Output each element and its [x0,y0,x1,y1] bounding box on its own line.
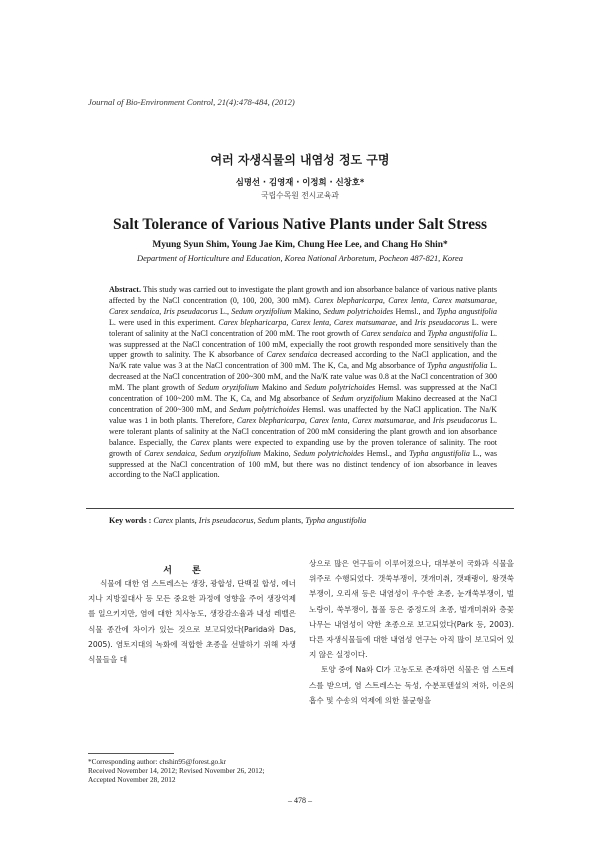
text-segment: Typha angustifolia [427,328,488,338]
section-heading-introduction: 서론 [163,566,221,576]
text-segment: Carex blepharicarpa, Carex lenta, Carex matsumarae, Carex sendaica, Iris pseudacorus [109,295,497,316]
text-segment: Sedum polytrichoides [323,306,394,316]
abstract-label: Abstract. [109,285,141,294]
text-segment: L., [217,306,232,316]
english-title: Salt Tolerance of Various Native Plants under Salt Stress [112,216,488,233]
text-segment: Makino decreased at the NaCl concentration of 200~300 mM, and [109,394,498,414]
text-segment: Carex [151,516,174,525]
text-segment: Sedum oryzifolium [332,394,394,404]
text-segment: L. decreased at the NaCl concentration of 200~300 mM, and the Na/K rate value was 0.8 at the NaCl concentration of 300 mM. The plant growth of [109,361,497,393]
accepted-date: Accepted November 28, 2012 [88,775,176,784]
text-segment: Hemsl. was unaffected by the NaCl application. The Na/K value was 1 in both plants. Therefore, [109,404,497,425]
body-column-left [88,576,296,667]
text-segment: Hemsl., and [393,306,437,316]
intro-paragraph-2: 토양 중에 Na와 Cl가 고농도로 존재하면 식물은 염 스트레스를 받으며, 염 스트레스는 독성, 수분포텐셜의 저하, 이온의 흡수 및 수송의 억제에 의한 불균형을 [309,665,514,705]
text-segment: Iris pseudacorus [432,415,488,425]
text-segment: plants, [173,516,199,525]
text-segment: Carex [190,437,210,447]
text-segment: , and [414,415,433,425]
abstract-divider [86,508,514,509]
abstract-body [109,285,497,479]
keywords-list [151,516,366,525]
text-segment: Iris pseudacorus, Sedum [198,516,280,525]
text-segment: Carex sendaica, Sedum oryzifolium [144,448,261,458]
text-segment: Sedum oryzifolium [231,306,292,316]
page-number: – 478 – [288,796,312,805]
text-segment: Sedum polytrichoides [229,404,300,414]
abstract [109,285,497,481]
text-segment: Sedum polytrichoides [304,383,376,393]
korean-authors: 심명선 · 김영재 · 이정희 · 신창호* [235,177,365,187]
text-segment: L. were tolerant plants of salinity at the NaCl concentration of 200 mM considering the plant growth and ion absorbance balance. Especially, the [109,415,497,447]
english-affiliation: Department of Horticulture and Education, Korea National Arboretum, Pocheon 487-821, Korea [137,254,463,263]
text-segment: plants, [279,516,306,525]
footnote [88,757,298,784]
text-segment: Typha angustifolia [427,361,488,371]
korean-title: 여러 자생식물의 내염성 정도 구명 [210,153,390,167]
text-segment: Carex blepharicarpa, Carex lenta, Carex matsumarae [236,415,415,425]
intro-paragraph-1: 식물에 대한 염 스트레스는 생장, 광합성, 단백질 합성, 에너지나 지방질대사 등 모든 중요한 과정에 영향을 주어 생장억제를 일으키지만, 염에 대한 치사농도, 생장감소율과 내성 레벨은 식물 종간에 차이가 있는 것으로 보고되었다(Parida와 Das, 2005). 염토지대의 녹화에 적합한 초종을 선발하기 위해 자생식물들을 대 [88,579,296,665]
korean-affiliation: 국립수목원 전시교육과 [261,191,339,200]
corresponding-author: *Corresponding author: chshin95@forest.go.kr [88,757,227,766]
text-segment: Typha angustifolia [409,448,470,458]
text-segment: Typha angustifolia [305,516,367,525]
text-segment: Hemsl., and [363,448,410,458]
text-segment: Hemsl. was suppressed at the NaCl concentration of 100~200 mM. The K, Ca, and Mg absorbance of [109,383,497,404]
received-date: Received November 14, 2012; Revised November 26, 2012; [88,766,265,775]
text-segment: This study was carried out to investigate the plant growth and ion absorbance balance of various native plants affected by the NaCl concentration (0, 100, 200, 300 mM). [109,285,497,305]
text-segment: and [411,328,428,338]
text-segment: Makino and [258,383,305,393]
text-segment: , and [395,317,415,327]
text-segment: Makino, [260,448,294,458]
text-segment: decreased according to the NaCl application, and the Na/K rate value was 3 at the NaCl concentration of 300 mM. The K, Ca, and Mg absorbance of [109,350,497,371]
text-segment: L., was suppressed at the NaCl concentration of 100 mM, but there was no distinct tendency of ion absorbance in leaves according to the NaCl application. [109,448,498,480]
journal-citation: Journal of Bio-Environment Control, 21(4):478-484, (2012) [88,97,295,107]
text-segment: Carex blepharicarpa, Carex lenta, Carex matsumarae [218,317,396,327]
intro-paragraph-1-cont: 상으로 많은 연구들이 이루어졌으나, 대부분이 국화과 식물을 위주로 수행되었다. 갯쑥부쟁이, 갯개미취, 갯패랭이, 왕갯쑥부쟁이, 오리새 등은 내염성이 우수한 초종, 눈개쑥부쟁이, 벌노랑이, 쑥부쟁이, 톱풀 등은 중정도의 초종, 벌개미취와 층꽃나무는 내염성이 약한 초종으로 보고되었다(Park 등, 2003). 다른 자생식물들에 대한 내염성 연구는 아직 많이 보고되어 있지 않은 실정이다. [309,559,514,660]
text-segment: Sedum polytrichoides [293,448,364,458]
text-segment: plants were expected to expanding use by the proven tolerance of salinity. The root growth of [109,437,497,458]
text-segment: Iris pseudacorus [414,317,470,327]
keywords [109,516,366,525]
body-column-right [309,556,514,708]
text-segment: Carex sendaica [361,328,412,338]
text-segment: L. was suppressed at the NaCl concentration of 100 mM, expecially the root growth responded more sensitively than the upper growth to salinity. The K absorbance of [109,328,498,360]
keywords-label: Key words : [109,516,152,525]
text-segment: L. were used in this experiment. [109,317,219,327]
text-segment: Makino, [291,306,324,316]
text-segment: Typha angustifolia [436,306,498,316]
text-segment: Sedum oryzifolium [197,383,259,393]
text-segment: Carex sendaica [266,350,318,360]
text-segment: L. were tolerant of salinity at the NaCl concentration of 200 mM. The root growth of [109,317,498,338]
english-authors: Myung Syun Shim, Young Jae Kim, Chung Hee Lee, and Chang Ho Shin* [152,240,448,250]
footnote-divider [88,753,174,754]
